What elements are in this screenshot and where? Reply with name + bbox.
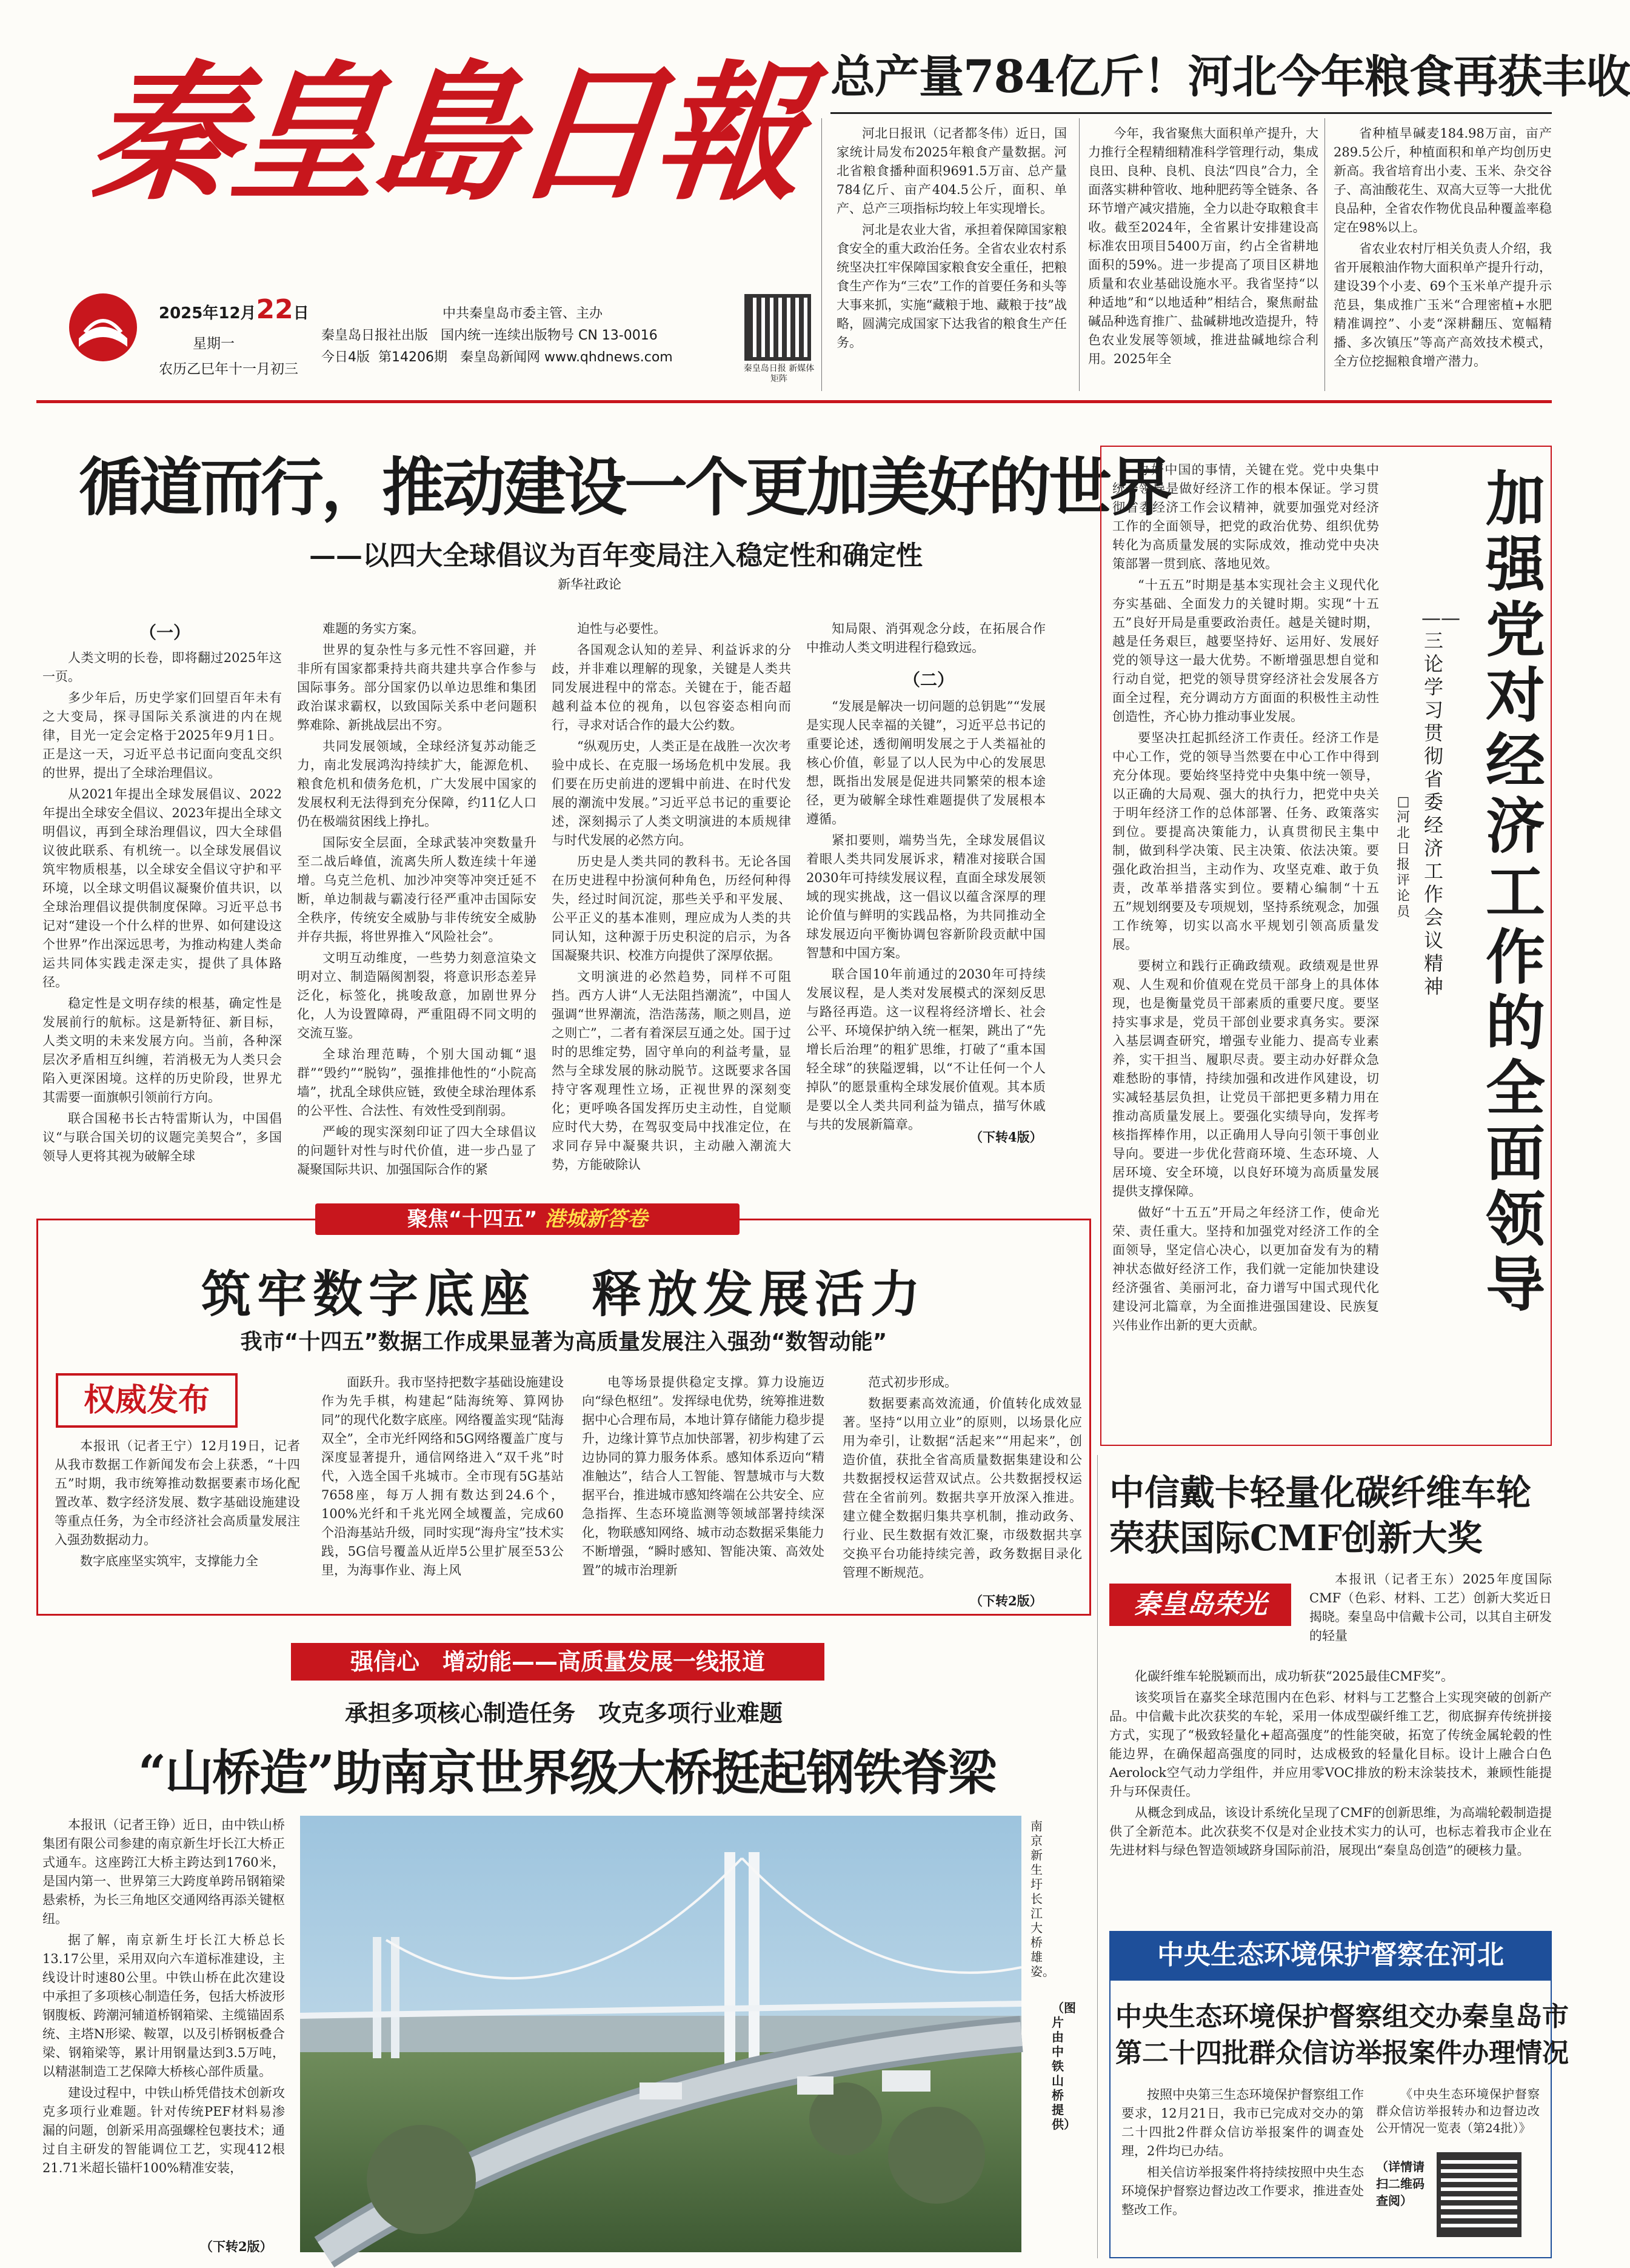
inspection-body: 按照中央第三生态环境保护督察组工作要求，12月21日，我市已完成对交办的第二十四批2件群众信访举报案件的调查处理，2件均已办结。 相关信访举报案件将持续按照中央生态环境保护督察边督边改工作要求，推进查处整改工作。 <box>1121 2087 1364 2217</box>
qr-instruction: （详情请扫二维码查阅） <box>1376 2159 1425 2208</box>
main-col3: 迫性与必要性。 各国观念认知的差异、利益诉求的分歧，并非难以理解的现象，关键是人类共同发展进程中的常态。关键在于，能否超越利益本位的视角，以包容姿态相向而行，寻求对话合作的最大公约数。 “纵观历史，人类正是在战胜一次次考验中成长、在克服一场场危机中发展。我们要在历史前进的逻辑中前进、在时代发展的潮流中发展。”习近平总书记的重要论述，深刻揭示了人类文明演进的本质规律与时代发展的必然方向。 历史是人类共同的教科书。无论各国在历史进程中扮演何种角色，历经何种得失，经过时间沉淀，那些关乎和平发展、公平正义的基本准则，理应成为人类的共同认知，这种源于历史积淀的启示，为各国凝聚共识、校准方向提供了深厚依据。 文明演进的必然趋势，同样不可阻挡。西方人讲“人无法阻挡潮流”，中国人强调“世界潮流，浩浩荡荡，顺之则昌，逆之则亡”，二者有着深层互通之处。国于过时的思维定势，固守单向的利益考量，显然与全球发展的脉动脱节。这既要求各国持守客观理性立场，正视世界的深刻变化；更呼唤各国发挥历史主动性，自觉顺应时代大势，在驾驭变局中找准定位，在求同存异中凝聚共识，主动融入潮流大势，方能破除认 <box>552 621 791 1172</box>
top-story-headline: 总产量784亿斤！河北今年粮食再获丰收 <box>830 51 1630 103</box>
inspection-qr-code[interactable] <box>1437 2152 1521 2237</box>
main-col1: 人类文明的长卷，即将翻过2025年这一页。 多少年后，历史学家们回望百年未有之大变局，探寻国际关系演进的内在规律，目光一定会定格于2025年9月1日。正是这一天，习近平总书记面向变乱交织的世界，提出了全球治理倡议。 从2021年提出全球发展倡议、2022年提出全球安全倡议、2023年提出全球文明倡议，再到全球治理倡议，四大全球倡议彼此联系、有机统一。以全球发展倡议筑牢物质根基，以全球安全倡议守护和平环境，以全球文明倡议凝聚价值共识，以全球治理倡议提供制度保障。习近平总书记对“建设一个什么样的世界、如何建设这个世界”作出深远思考，为推动构建人类命运共同体实践走深走实，提供了具体路径。 稳定性是文明存续的根基，确定性是发展前行的航标。这是新特征、新目标，人类文明的未来发展方向。当前，各种深层次矛盾相互纠缠，若消极无为人类只会陷入更深困境。这样的历史阶段，世界尤其需要一面旗帜引领前行方向。 联合国秘书长古特雷斯认为，中国倡议“与联合国关切的议题完美契合”，多国领导人更将其视为破解全球 <box>42 651 282 1163</box>
emblem-icon <box>67 291 139 364</box>
bridge-headline: “山桥造”助南京世界级大桥挺起钢铁脊梁 <box>138 1744 996 1801</box>
top-story-col2: 今年，我省聚焦大面积单产提升，大力推行全程精细精准科学管理行动，集成良田、良种、良机、良法“四良”合力，全面落实耕种管收、地种肥药等全链条、各环节增产减灾措施，全力以赴夺取粮食丰收。截至2024年，全省累计安排建设高标准农田项目5400万亩，约占全省耕地面积的59%。进一步提高了项目区耕地质量和农业基础设施水平。我省坚持“以种适地”和“以地适种”相结合，聚焦耐盐碱品种选育推广、盐碱耕地改造提升，特色农业发展等领域，推进盐碱地综合利用。2025年全 <box>1088 126 1318 366</box>
main-col4: “发展是解决一切问题的总钥匙”“发展是实现人民幸福的关键”，习近平总书记的重要论述，透彻阐明发展之于人类福祉的核心价值，彰显了以人民为中心的发展思想，既指出发展是促进共同繁荣的根本途径，更为破解全球性难题提供了发展根本遵循。 紧扣要则，端势当先，全球发展倡议着眼人类共同发展诉求，精准对接联合国2030年可持续发展议程，直面全球发展领域的现实挑战，这一倡议以蕴含深厚的理论价值与鲜明的实践品格，为共同推动全球发展迈向平衡协调包容新阶段贡献中国智慧和中国方案。 联合国10年前通过的2030年可持续发展议程，是人类对发展模式的深刻反思与路径再造。这一议程将经济增长、社会公平、环境保护纳入统一框架，跳出了“先增长后治理”的粗犷思维，打破了“重本国轻全球”的狭隘逻辑，以“不让任何一个人掉队”的愿景重构全球发展价值观。其本质是要以全人类共同利益为锚点，描写休戚与共的发展新篇章。 <box>806 699 1046 1132</box>
top-story-col1: 河北日报讯（记者都冬伟）近日，国家统计局发布2025年粮食产量数据。河北省粮食播种面积9691.5万亩、总产量784亿斤、亩产404.5公斤，面积、单产、总产三项指标均较上年实现增长。 河北是农业大省，承担着保障国家粮食安全的重大政治任务。全省农业农村系统坚决扛牢保障国家粮食安全重任，把粮食生产作为“三农”工作的首要任务和头等大事来抓，实施“藏粮于地、藏粮于技”战略，圆满完成国家下达我省的粮食生产任务。 <box>837 126 1067 350</box>
bridge-kicker: 承担多项核心制造任务 攻克多项行业难题 <box>344 1700 783 1727</box>
qr-caption: 秦皇岛日报 新媒体矩阵 <box>743 364 815 384</box>
commentary-title: 加强党对经济工作的全面领导 <box>1485 464 1545 1320</box>
main-col2: 难题的务实方案。 世界的复杂性与多元性不容回避，并非所有国家都秉持共商共建共享合作参与国际事务。部分国家仍以单边思维和集团政治谋求霸权，以致国际关系中老问题积弊难除、新挑战层出不穷。 共同发展领域，全球经济复苏动能乏力，南北发展鸿沟持续扩大，能源危机、粮食危机和债务危机，广大发展中国家的发展权利无法得到充分保障，约11亿人口仍在极端贫困线上挣扎。 国际安全层面，全球武装冲突数量升至二战后峰值，流离失所人数连续十年递增。乌克兰危机、加沙冲突等冲突迁延不断，单边制裁与霸凌行径严重冲击国际安全秩序，传统安全威胁与非传统安全威胁并存共振，将世界推入“风险社会”。 文明互动维度，一些势力刻意渲染文明对立、制造隔阂割裂，将意识形态差异泛化，标签化，挑唆敌意，加剧世界分化，人为设置障碍，严重阻碍不同文明的交流互鉴。 全球治理范畴，个别大国动辄“退群”“毁约”“脱钩”，强推排他性的“小院高墙”，扰乱全球供应链，致使全球治理体系的公平性、合法性、有效性受到削弱。 严峻的现实深刻印证了四大全球倡议的问题针对性与时代价值，进一步凸显了凝聚国际共识、加强国际合作的紧 <box>297 621 536 1177</box>
continue-to-page-4[interactable]: （下转4版） <box>970 1129 1043 1145</box>
main-byline: 新华社政论 <box>558 577 621 592</box>
weekday: 星期一 <box>193 336 235 352</box>
continue-to-page-2-a[interactable]: （下转2版） <box>970 1593 1043 1608</box>
inspection-banner: 中央生态环境保护督察在河北 <box>1109 1931 1552 1979</box>
bridge-banner: 强信心 增动能——高质量发展一线报道 <box>291 1643 824 1681</box>
section-marker-2: （二） <box>903 670 955 690</box>
feature-col3: 电等场景提供稳定支撑。算力设施迈向“绿色枢纽”。发挥绿电优势，统筹推进数据中心合理布局，本地计算存储能力稳步提升，边缘计算节点加快部署，初步构建了云边协同的算力服务体系。感知体系迈向“精准触达”，结合人工智能、智慧城市与大数据平台，推进城市感知终端在公共安全、应急指挥、生态环境监测等领域部署持续深化，物联感知网络、城市动态数据采集能力不断增强，“瞬时感知、智能决策、高效处置”的城市治理新 <box>582 1375 824 1577</box>
publisher-info: 中共秦皇岛市委主管、主办 秦皇岛日报社出版 国内统一连续出版物号 CN 13-0016 今日4版 第14206期 秦皇岛新闻网 www.qhdnews.com <box>321 306 673 365</box>
main-subtitle: ——以四大全球倡议为百年变局注入稳定性和确定性 <box>309 540 923 571</box>
continue-to-page-2-b[interactable]: （下转2版） <box>200 2239 273 2254</box>
feature-col4: 范式初步形成。 数据要素高效流通，价值转化成效显著。坚持“以用立业”的原则，以场景化应用为牵引，让数据“活起来”“用起来”，创造价值，获批全省高质量数据集建设和公共数据授权运营双试点。公共数据授权运营在全省前列。数据共享开放深入推进。建立健全数据归集共享机制，推动政务、行业、民生数据有效汇聚，市级数据共享交换平台功能持续完善，政务数据目录化管理不断规范。 <box>843 1375 1082 1580</box>
stamp-authoritative-release: 权威发布 <box>56 1373 238 1428</box>
photo-credit: （图片由中铁山桥提供） <box>1052 2001 1076 2132</box>
main-headline: 循道而行，推动建设一个更加美好的世界 <box>79 450 1171 524</box>
lunar-date: 农历乙巳年十一月初三 <box>159 361 298 377</box>
award-body: 化碳纤维车轮脱颖而出，成功斩获“2025最佳CMF奖”。 该奖项旨在嘉奖全球范围内在色彩、材料与工艺整合上实现突破的创新产品。中信戴卡此次获奖的车轮，采用一体成型碳纤维工艺，彻底摒弃传统拼接方式，实现了“极致轻量化+超高强度”的性能突破，拓宽了传统金属轮毂的性能边界，在确保超高强度的同时，达成极致的轻量化目标。设计上融合白色Aerolock空气动力学组件，并应用零VOC排放的粉末涂装技术，兼顾性能提升与环保责任。 从概念到成品，该设计系统化呈现了CMF的创新思维，为高端轮毂制造提供了全新范本。此次获奖不仅是对企业技术实力的认可，也标志着我市企业在先进材料与绿色智造领域跻身国际前沿，展现出“秦皇岛创造”的硬核力量。 <box>1109 1669 1552 1858</box>
commentary-byline: □河北日报评论员 <box>1396 794 1410 920</box>
feature-subtitle: 我市“十四五”数据工作成果显著为高质量发展注入强劲“数智动能” <box>240 1330 887 1354</box>
photo-caption: 南京新生圩长江大桥雄姿。 <box>1030 1819 1055 1979</box>
newspaper-logo: 秦皇島日報 <box>81 46 807 221</box>
feature-banner: 聚焦“十四五” 港城新答卷 <box>315 1203 740 1235</box>
inspection-headline-2: 第二十四批群众信访举报案件办理情况 <box>1115 2038 1569 2069</box>
qr-code[interactable] <box>744 294 811 361</box>
commentary-body: 办好中国的事情，关键在党。党中央集中统一领导是做好经济工作的根本保证。学习贯彻省委经济工作会议精神，就要加强党对经济工作的全面领导，把党的政治优势、组织优势转化为高质量发展的实际成效，推动党中央决策部署一贯到底、落地见效。 “十五五”时期是基本实现社会主义现代化夯实基础、全面发力的关键时期。实现“十五五”良好开局是重要政治责任。越是关键时期，越是任务艰巨，越要坚持好、运用好、发展好党的领导这一最大优势。不断增强思想自觉和行动自觉，把党的领导贯穿经济社会发展各方面全过程，充分调动方方面面的积极性主动性创造性，齐心协力推动事业发展。 要坚决扛起抓经济工作责任。经济工作是中心工作，党的领导当然要在中心工作中得到充分体现。要始终坚持党中央集中统一领导，以正确的大局观、强大的执行力，把党中央关于明年经济工作的总体部署、任务、政策落实到位。要提高决策能力，认真贯彻民主集中制，做到科学决策、民主决策、依法决策。要强化政治担当，主动作为、攻坚克难、敢于负责，改革举措落实到位。要精心编制“十五五”规划纲要及专项规划，坚持系统观念，加强工作统筹，切实以高水平规划引领高质量发展。 要树立和践行正确政绩观。政绩观是世界观、人生观和价值观在党员干部身上的具体体现，也是衡量党员干部素质的重要尺度。要坚持实事求是，党员干部创业要求真务实。要深入基层调查研究，增强专业能力、提高专业素养，实干担当、履职尽责。要主动办好群众急难愁盼的事情，持续加强和改进作风建设，切实减轻基层负担，让党员干部把更多精力用在推动高质量发展上。要强化实绩导向，发挥考核指挥棒作用，以正确用人导向引领干事创业导向。要进一步优化营商环境、生态环境、人居环境、安全环境，以良好环境为高质量发展提供支撑保障。 做好“十五五”开局之年经济工作，使命光荣、责任重大。坚持和加强党对经济工作的全面领导，坚定信心决心，以更加奋发有为的精神状态做好经济工作，我们就一定能加快建设经济强省、美丽河北，奋力谱写中国式现代化建设河北篇章，为全面推进强国建设、民族复兴伟业作出新的更大贡献。 <box>1112 463 1379 1333</box>
award-headline-1: 中信戴卡轻量化碳纤维车轮 <box>1109 1472 1532 1513</box>
inspection-side-note: 《中央生态环境保护督察群众信访举报转办和边督边改公开情况一览表（第24批）》 <box>1376 2087 1540 2135</box>
bridge-body: 本报讯（记者王铮）近日，由中铁山桥集团有限公司参建的南京新生圩长江大桥正式通车。这座跨江大桥主跨达到1760米，是国内第一、世界第三大跨度单跨吊钢箱梁悬索桥，为长三角地区交通网络再添关键枢纽。 据了解，南京新生圩长江大桥总长13.17公里，采用双向六车道标准建设，主线设计时速80公里。中铁山桥在此次建设中承担了多项核心制造任务，包括大桥波形钢腹板、跨潮河辅道桥钢箱梁、主缆锚固系统、主塔N形梁、鞍罩，以及引桥钢板叠合梁、钢箱梁等，累计用钢量达到3.5万吨，以精湛制造工艺保障大桥核心部件质量。 建设过程中，中铁山桥凭借技术创新攻克多项行业难题。针对传统PEF材料易渗漏的问题，创新采用高强螺栓包裹技术；通过自主研发的智能调位工艺，实现412根21.71米超长锚杆100%精准安装， <box>42 1818 285 2175</box>
stamp-qinhuangdao-glory: 秦皇岛荣光 <box>1109 1584 1291 1626</box>
top-story-col3: 省种植旱碱麦184.98万亩，亩产289.5公斤，种植面积和单产均创历史新高。我省培育出小麦、玉米、杂交谷子、高油酸花生、双高大豆等一大批优良品种，全省农作物优良品种覆盖率稳定在98%以上。 省农业农村厅相关负责人介绍，我省开展粮油作物大面积单产提升行动，建设39个小麦、69个玉米单产提升示范县，集成推广玉米“合理密植+水肥精准调控”、小麦“深耕翻压、宽幅精播、多次镇压”等高产高效技术模式，全方位挖掘粮食增产潜力。 <box>1334 126 1552 369</box>
main-col4-top: 知局限、消弭观念分歧，在拓展合作中推动人类文明进程行稳致远。 <box>806 621 1046 655</box>
feature-headline: 筑牢数字底座 释放发展活力 <box>201 1265 926 1323</box>
bridge-photo <box>300 1816 1021 2252</box>
section-marker-1: （一） <box>139 623 191 643</box>
issue-date: 2025年12月22日 <box>159 294 309 325</box>
award-intro: 本报讯（记者王东）2025年度国际CMF（色彩、材料、工艺）创新大奖近日揭晓。秦皇岛中信戴卡公司，以其自主研发的轻量 <box>1309 1572 1552 1643</box>
inspection-headline-1: 中央生态环境保护督察组交办秦皇岛市 <box>1115 2001 1569 2032</box>
award-headline-2: 荣获国际CMF创新大奖 <box>1109 1517 1483 1559</box>
feature-col1: 本报讯（记者王宁）12月19日，记者从我市数据工作新闻发布会上获悉，“十四五”时期，我市统筹推动数据要素市场化配置改革、数字经济发展、数字基础设施建设等重点任务，为全市经济社会高质量发展注入强劲数据动力。 数字底座坚实筑牢，支撑能力全 <box>55 1439 300 1568</box>
commentary-subtitle: ——三论学习贯彻省委经济工作会议精神 <box>1421 606 1460 998</box>
feature-col2: 面跃升。我市坚持把数字基础设施建设作为先手棋，构建起“陆海统筹、算网协同”的现代化数字底座。网络覆盖实现“陆海双全”，全市光纤网络和5G网络覆盖广度与深度显著提升，通信网络进入“双千兆”时代，入选全国千兆城市。全市现有5G基站7658座，每万人拥有数达到24.6个，100%光纤和千兆光网全域覆盖，完成60个沿海基站升级，同时实现“海舟宝”技术实践，5G信号覆盖从近岸5公里扩展至53公里，为海事作业、海上风 <box>321 1375 564 1577</box>
